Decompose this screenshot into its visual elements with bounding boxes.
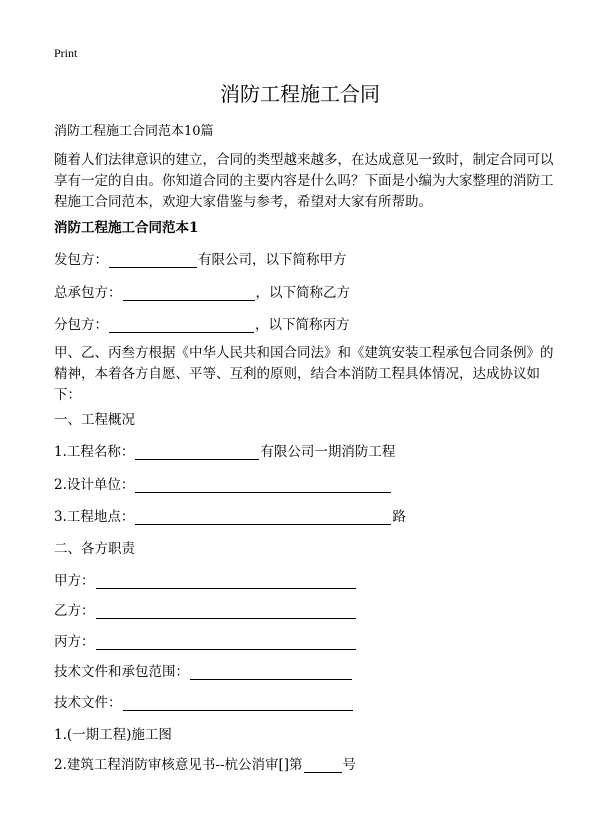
item-1-text: 1.(一期工程)施工图 xyxy=(54,727,172,743)
item-2-suffix: 号 xyxy=(342,757,357,773)
item-2-blank xyxy=(304,758,342,773)
overview-heading-text: 一、工程概况 xyxy=(54,412,135,428)
tech-scope-label: 技术文件和承包范围： xyxy=(54,664,189,680)
tech-docs-label: 技术文件： xyxy=(54,695,122,711)
party-c-blank xyxy=(109,318,254,333)
design-unit-line xyxy=(54,473,392,493)
location-blank xyxy=(135,510,391,525)
party-c-label: 分包方： xyxy=(54,317,108,333)
project-name-blank xyxy=(135,445,259,460)
document-subtitle: 消防工程施工合同范本10篇 xyxy=(54,124,214,139)
duty-a-line xyxy=(54,569,357,589)
tech-scope-blank xyxy=(190,665,352,680)
design-unit-label: 2.设计单位： xyxy=(54,477,135,493)
party-c-line xyxy=(54,313,350,333)
party-b-blank xyxy=(123,286,255,301)
intro-paragraph: 随着人们法律意识的建立，合同的类型越来越多，在达成意见一致时，制定合同可以享有一定的自由。你知道合同的主要内容是什么吗？下面是小编为大家整理的消防工程施工合同范本，欢迎大家借鉴与参考，希望对大家有所帮助。 xyxy=(54,152,554,210)
duties-heading xyxy=(54,537,135,557)
section-heading-1: 消防工程施工合同范本1 xyxy=(54,220,199,236)
party-a-suffix: 有限公司，以下简称甲方 xyxy=(198,252,347,268)
tech-scope-line xyxy=(54,660,353,680)
duty-c-label: 丙方： xyxy=(54,634,95,650)
tech-docs-line xyxy=(54,691,354,711)
duty-b-blank xyxy=(96,604,356,619)
duty-b-label: 乙方： xyxy=(54,603,95,619)
item-2-line xyxy=(54,753,356,773)
party-b-line xyxy=(54,281,350,301)
party-b-label: 总承包方： xyxy=(54,285,122,301)
print-label[interactable]: Print xyxy=(54,46,78,60)
location-label: 3.工程地点： xyxy=(54,509,135,525)
duty-a-label: 甲方： xyxy=(54,573,95,589)
overview-heading xyxy=(54,408,135,428)
design-unit-blank xyxy=(135,478,391,493)
party-a-blank xyxy=(109,253,197,268)
party-a-label: 发包方： xyxy=(54,252,108,268)
project-name-suffix: 有限公司一期消防工程 xyxy=(260,444,396,460)
project-name-label: 1.工程名称： xyxy=(54,444,135,460)
project-name-line xyxy=(54,440,395,460)
document-title: 消防工程施工合同 xyxy=(220,82,380,106)
duty-b-line xyxy=(54,599,357,619)
party-a-line xyxy=(54,248,347,268)
item-2-prefix: 2.建筑工程消防审核意见书--杭公消审[]第 xyxy=(54,757,303,773)
location-line xyxy=(54,505,406,525)
duty-c-blank xyxy=(96,635,356,650)
duties-heading-text: 二、各方职责 xyxy=(54,541,135,557)
location-suffix: 路 xyxy=(392,509,406,525)
party-b-suffix: ，以下简称乙方 xyxy=(255,285,350,301)
tech-docs-blank xyxy=(123,696,353,711)
item-1 xyxy=(54,723,172,743)
party-c-suffix: ，以下简称丙方 xyxy=(255,317,350,333)
duty-a-blank xyxy=(96,574,356,589)
duty-c-line xyxy=(54,630,357,650)
agreement-paragraph: 甲、乙、丙叁方根据《中华人民共和国合同法》和《建筑安装工程承包合同条例》的精神，本着各方自愿、平等、互利的原则，结合本消防工程具体情况，达成协议如下： xyxy=(54,345,554,403)
